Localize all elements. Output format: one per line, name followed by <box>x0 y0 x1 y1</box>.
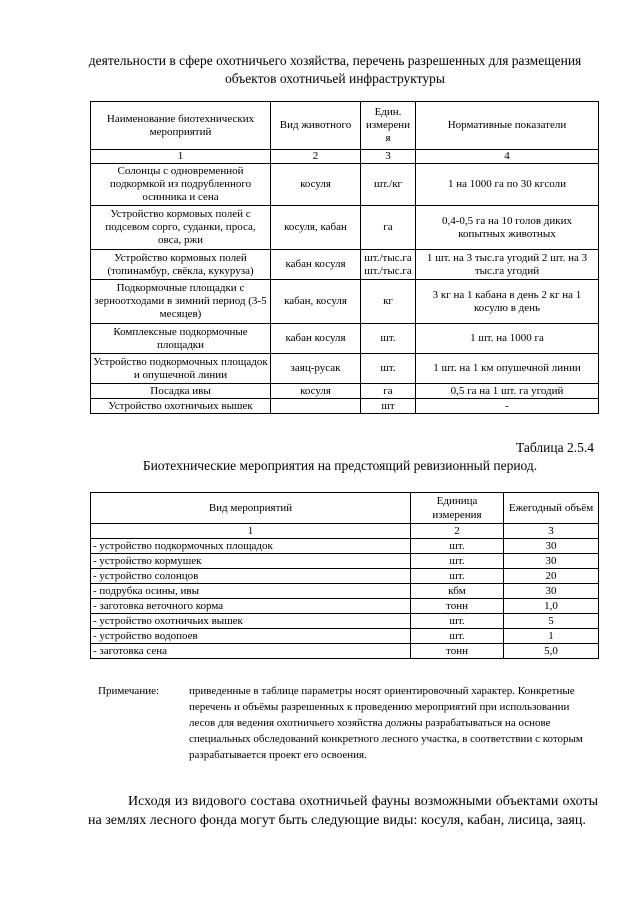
table-cell: га <box>361 206 416 250</box>
column-header: Нормативные показатели <box>416 102 599 150</box>
table-cell: Устройство кормовых полей с подсевом сорго, суданки, проса, овса, ржи <box>91 206 271 250</box>
table-cell: косуля <box>271 164 361 206</box>
table-cell: Устройство подкормочных площадок и опушечной линии <box>91 354 271 384</box>
table-row <box>91 250 599 280</box>
table-cell: заяц-русак <box>271 354 361 384</box>
table-cell: шт. <box>411 614 504 629</box>
table-cell: кг <box>361 280 416 324</box>
column-number: 3 <box>361 150 416 164</box>
table-cell: шт. <box>361 324 416 354</box>
biotechnical-norms-table <box>90 101 599 414</box>
column-number: 1 <box>91 524 411 539</box>
table-cell: шт. <box>411 554 504 569</box>
table-cell: - заготовка веточного корма <box>91 599 411 614</box>
table-cell: 30 <box>504 554 599 569</box>
table-cell: Солонцы с одновременной подкормкой из подрубленного осинника и сена <box>91 164 271 206</box>
table-header-row <box>91 493 599 524</box>
column-number: 3 <box>504 524 599 539</box>
column-header: Вид животного <box>271 102 361 150</box>
table-cell: кабан косуля <box>271 324 361 354</box>
column-number: 2 <box>411 524 504 539</box>
column-number: 4 <box>416 150 599 164</box>
table-cell: 20 <box>504 569 599 584</box>
table-cell: 0,4-0,5 га на 10 голов диких копытных животных <box>416 206 599 250</box>
table-cell: 1 на 1000 га по 30 кгсоли <box>416 164 599 206</box>
table-cell: 5,0 <box>504 644 599 659</box>
table-row <box>91 280 599 324</box>
column-number: 2 <box>271 150 361 164</box>
table-row <box>91 614 599 629</box>
table-cell: шт./тыс.га шт./тыс.га <box>361 250 416 280</box>
table-row <box>91 399 599 414</box>
table-cell: 1 шт. на 3 тыс.га угодий 2 шт. на 3 тыс.га угодий <box>416 250 599 280</box>
table-cell: тонн <box>411 599 504 614</box>
column-header: Наименование биотехнических мероприятий <box>91 102 271 150</box>
table-cell: 1,0 <box>504 599 599 614</box>
table-cell: Посадка ивы <box>91 384 271 399</box>
table-cell: - устройство охотничьих вышек <box>91 614 411 629</box>
table-cell: - устройство солонцов <box>91 569 411 584</box>
table-cell: шт. <box>411 629 504 644</box>
section-heading: деятельности в сфере охотничьего хозяйства, перечень разрешенных для размещения объектов охотничьей инфраструктуры <box>88 53 582 86</box>
table-cell: шт <box>361 399 416 414</box>
table-cell: кабан, косуля <box>271 280 361 324</box>
column-number: 1 <box>91 150 271 164</box>
table-row <box>91 324 599 354</box>
table-header-row <box>91 102 599 150</box>
table-cell: Устройство кормовых полей (топинамбур, свёкла, кукуруза) <box>91 250 271 280</box>
table-row <box>91 539 599 554</box>
table-row <box>91 599 599 614</box>
table-cell: - подрубка осины, ивы <box>91 584 411 599</box>
note-text: приведенные в таблице параметры носят ориентировочный характер. Конкретные перечень и объёмы разрешенных к проведению мероприятий при использовании лесов для ведения охотничьего хозяйства должны разрабатываться на основе специальных обследований конкретного лесного участка, в соответствии с которым разрабатывается проект его освоения. <box>189 685 583 761</box>
table-cell: - <box>416 399 599 414</box>
column-header: Ежегодный объём <box>504 493 599 524</box>
table-cell: 1 шт. на 1000 га <box>416 324 599 354</box>
table-cell: тонн <box>411 644 504 659</box>
table-cell: косуля <box>271 384 361 399</box>
note-label: Примечание: <box>98 685 160 697</box>
table-cell: шт. <box>411 569 504 584</box>
table-cell: Подкормочные площадки с зерноотходами в зимний период (3-5 месяцев) <box>91 280 271 324</box>
table-number: Таблица 2.5.4 <box>516 440 594 455</box>
table-cell: - заготовка сена <box>91 644 411 659</box>
table-cell: 1 <box>504 629 599 644</box>
table-cell: га <box>361 384 416 399</box>
table-cell: Устройство охотничьих вышек <box>91 399 271 414</box>
table-cell: кабан косуля <box>271 250 361 280</box>
table-cell: шт. <box>361 354 416 384</box>
table-row <box>91 569 599 584</box>
table-title: Биотехнические мероприятия на предстоящий ревизионный период. <box>142 458 538 473</box>
table-row <box>91 206 599 250</box>
table-cell: 30 <box>504 584 599 599</box>
table-row <box>91 164 599 206</box>
planned-measures-table <box>90 492 599 659</box>
table-row <box>91 644 599 659</box>
table-row <box>91 384 599 399</box>
body-paragraph: Исходя из видового состава охотничьей фауны возможными объектами охоты на землях лесного фонда могут быть следующие виды: косуля, кабан, лисица, заяц. <box>88 794 598 828</box>
table-row <box>91 554 599 569</box>
table-cell: кбм <box>411 584 504 599</box>
table-cell: Комплексные подкормочные площадки <box>91 324 271 354</box>
table-cell: - устройство кормушек <box>91 554 411 569</box>
column-number-row <box>91 150 599 164</box>
table-cell: 3 кг на 1 кабана в день 2 кг на 1 косулю в день <box>416 280 599 324</box>
table-cell: 1 шт. на 1 км опушечной линии <box>416 354 599 384</box>
table-row <box>91 629 599 644</box>
column-header: Единица измерения <box>411 493 504 524</box>
table-cell <box>271 399 361 414</box>
column-number-row <box>91 524 599 539</box>
table-cell: - устройство водопоев <box>91 629 411 644</box>
column-header: Вид мероприятий <box>91 493 411 524</box>
table-cell: - устройство подкормочных площадок <box>91 539 411 554</box>
table-cell: шт. <box>411 539 504 554</box>
table-cell: 30 <box>504 539 599 554</box>
table-cell: шт./кг <box>361 164 416 206</box>
column-header: Един. измерени я <box>361 102 416 150</box>
table-row <box>91 584 599 599</box>
table-row <box>91 354 599 384</box>
table-cell: косуля, кабан <box>271 206 361 250</box>
table-cell: 0,5 га на 1 шт. га угодий <box>416 384 599 399</box>
table-cell: 5 <box>504 614 599 629</box>
